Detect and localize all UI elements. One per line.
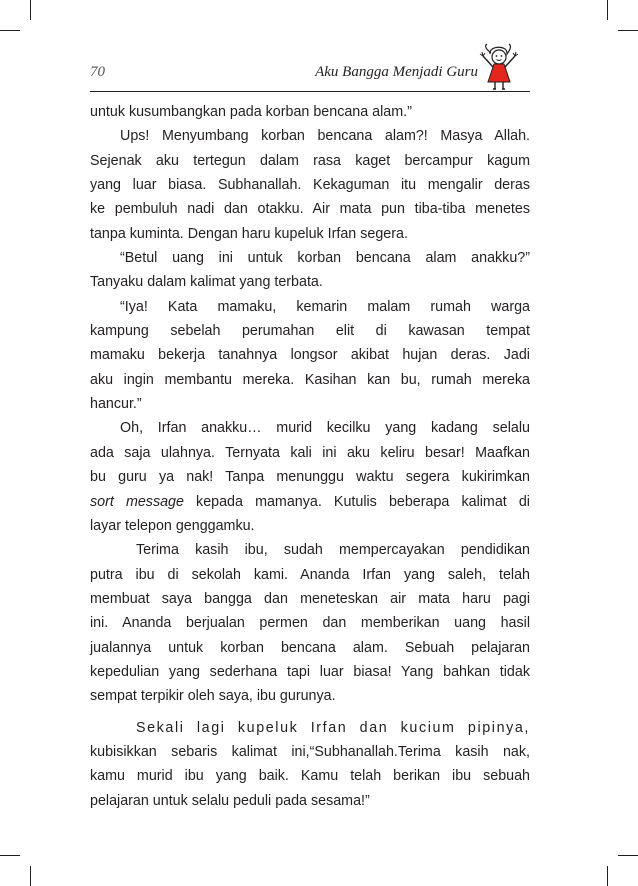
text-line: Oh, Irfan anakku… murid kecilku yang kadang selalu — [120, 420, 530, 437]
crop-mark-top-right-horizontal — [618, 30, 638, 31]
text-line: kamu murid ibu yang baik. Kamu telah berikan ibu sebuah — [90, 768, 530, 785]
text-line: pelajaran untuk selalu peduli pada sesama!” — [90, 792, 370, 809]
text-line-rest: kepada mamanya. Kutulis beberapa kalimat di — [183, 493, 530, 510]
text-line: “Iya! Kata mamaku, kemarin malam rumah warga — [120, 298, 530, 315]
body-text — [90, 100, 530, 813]
text-line: Terima kasih ibu, sudah mempercayakan pendidikan — [136, 542, 530, 559]
text-line: layar telepon genggamku. — [90, 517, 255, 534]
header-rule — [90, 91, 530, 92]
text-line: kubisikkan sebaris kalimat ini,“Subhanallah.Terima kasih nak, — [90, 743, 530, 760]
girl-with-red-dress-icon — [474, 42, 524, 92]
text-line: ini. Ananda berjualan permen dan memberikan uang hasil — [90, 615, 530, 632]
text-line: jualannya untuk korban bencana alam. Sebuah pelajaran — [90, 639, 530, 656]
text-line: bu guru ya nak! Tanpa menunggu waktu segera kukirimkan — [90, 469, 530, 486]
crop-mark-top-right-vertical — [607, 0, 608, 20]
page-number: 70 — [90, 64, 105, 80]
text-line: ada saja ulahnya. Ternyata kali ini aku keliru besar! Maafkan — [90, 444, 530, 461]
text-line: Tanyaku dalam kalimat yang terbata. — [90, 274, 323, 291]
crop-mark-bottom-right-vertical — [607, 866, 608, 886]
text-line: tanpa kuminta. Dengan haru kupeluk Irfan segera. — [90, 225, 408, 242]
text-line: aku ingin membantu mereka. Kasihan kan bu, rumah mereka — [90, 371, 530, 388]
crop-mark-bottom-left-vertical — [30, 866, 31, 886]
text-line: ke pembuluh nadi dan otakku. Air mata pun tiba-tiba menetes — [90, 201, 530, 218]
text-line: membuat saya bangga dan meneteskan air mata haru pagi — [90, 590, 530, 607]
text-line — [90, 490, 530, 514]
crop-mark-top-left-horizontal — [0, 30, 20, 31]
page-header — [90, 64, 530, 86]
text-line: kampung sebelah perumahan elit di kawasan tempat — [90, 323, 530, 340]
text-line: kepedulian yang sederhana tapi luar biasa! Yang bahkan tidak — [90, 663, 530, 680]
text-line: mamaku bekerja tanahnya longsor akibat hujan deras. Jadi — [90, 347, 530, 364]
crop-mark-top-left-vertical — [30, 0, 31, 20]
italic-term: sort message — [90, 493, 184, 510]
crop-mark-bottom-left-horizontal — [0, 855, 20, 856]
running-title: Aku Bangga Menjadi Guru — [315, 64, 478, 80]
text-line: sempat terpikir oleh saya, ibu gurunya. — [90, 688, 336, 705]
text-line: hancur.” — [90, 396, 142, 413]
text-line: Sekali lagi kupeluk Irfan dan kucium pipinya, — [136, 719, 530, 736]
text-line: yang luar biasa. Subhanallah. Kekaguman itu mengalir deras — [90, 177, 530, 194]
text-line: Ups! Menyumbang korban bencana alam?! Masya Allah. — [120, 128, 530, 145]
text-line: Sejenak aku tertegun dalam rasa kaget bercampur kagum — [90, 152, 530, 169]
crop-mark-bottom-right-horizontal — [618, 855, 638, 856]
text-line: putra ibu di sekolah kami. Ananda Irfan yang saleh, telah — [90, 566, 530, 583]
text-line: “Betul uang ini untuk korban bencana alam anakku?” — [120, 250, 530, 267]
text-line: untuk kusumbangkan pada korban bencana alam.” — [90, 104, 412, 120]
